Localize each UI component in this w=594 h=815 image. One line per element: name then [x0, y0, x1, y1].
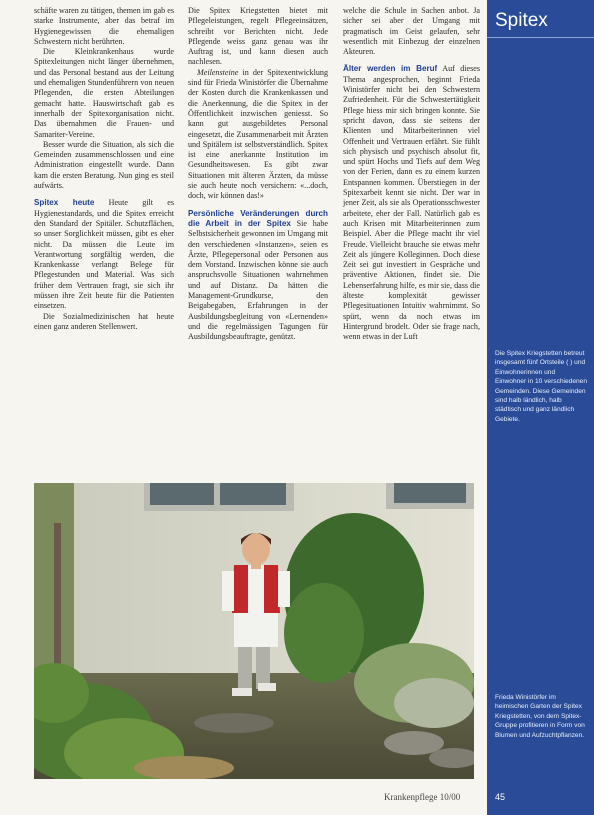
sidebar-panel	[487, 0, 594, 815]
paragraph-body: Auf dieses Thema angesprochen, beginnt Frieda Winistörfer nicht bei den Schwestern Zufriedenheit. Für die Schwestertätigkeit Pflege hiess mir sich bringen konnte. Sie spricht davon, dass sie seitens der Klienten und Mitarbeiterinnen viel Offenheit und Vertrauen erfährt. Sie fühlt sich physisch und psychisch absolut fit, und spürt Hochs und Tiefs auf dem Weg von der Ferien, dann es zu einem kurzen Entspannen kommen. Überstiegen in der Spitexarbeit kennt sie nicht. Der war in jener Zeit, als sie als Operationsschwester arbeitete, eher der Fall. Natürlich gab es auch Krisen mit Mitarbeiterinnen zum Beispiel. Aber die Pflege macht ihr viel Freude. Vielleicht brauche sie etwas mehr Zeit als jüngere Kolleginnen. Doch diese Zeit sei gut investiert in Gespräche und präventive Aktionen, findet sie. Die Lebenserfahrung hilfe, es mir sie, dass die älteste komplexität gewisser Pflegesituationen Intuitiv wahrnimmt. So spürt, wenn da noch etwas im Hintergrund brodelt. Oder sie frage nach, wenn etwas in der Luft	[343, 64, 481, 342]
paragraph	[188, 68, 328, 202]
text-column-3	[343, 6, 480, 343]
section-heading: Älter werden im Beruf	[343, 64, 438, 74]
paragraph: schäfte waren zu tätigen, themen im gab es starke Instrumente, aber das betraf im Hygienegewissen die ehemaligen Schwestern nicht berührten.	[34, 6, 174, 46]
paragraph: welche die Schule in Sachen anbot. Ja sicher sei aber der Umgang mit pragmatisch im Geist gelaufen, sehr wesentlich mit Einbezug der einzelnen Akteuren.	[343, 6, 480, 57]
sidebar-divider	[487, 37, 594, 38]
issue-label: Krankenpflege 10/00	[384, 792, 461, 802]
text-column-1	[34, 6, 174, 332]
paragraph-body: in der Spitexentwicklung sind für Frieda Winistörfer die Übernahme der Kosten durch die Krankenkassen und die Anerkennung, die die Spitex in der Öffentlichkeit inzwischen geniesst. So kann gut ausgebildetes Personal eingesetzt, die Zusammenarbeit mit Ärzten und Spitälern ist selbstverständlich. Spitex ist eine anerkannte Institution im Gesundheitswesen. Es gibt zwar Situationen mit älteren Ärzten, da müsse sie auch heute noch versichern: «...doch, doch, wir können das!»	[188, 67, 328, 201]
section-heading: Persönliche Veränderungen durch die Arbeit in der Spitex	[188, 208, 328, 228]
paragraph: Die Kleinkrankenhaus wurde Spitexleitungen nicht länger übernehmen, und das Personal bestand aus der Leitung und ehemaligen Stundenführern von neuen Pflegenden, die ersten Abteilungen gemacht hatte. Hauswirtschaft gab es innerhalb der Spitexorganisation nicht. Das übernahmen die Frauen- und Samariter-Vereine.	[34, 47, 174, 139]
garden-photo-illustration	[34, 483, 474, 779]
paragraph	[188, 209, 328, 343]
sidebar-title: Spitex	[495, 10, 548, 31]
paragraph	[343, 64, 480, 342]
paragraph-body: Sie habe Selbstsicherheit gewonnen im Umgang mit den verschiedenen «Instanzen», seien es Ärzte, Pflegepersonal oder Personen aus dem Vorstand. Inzwischen könne sie auch anspruchsvolle Situationen wahrnehmen und auf Distanz. Da hätten die Management-Grundkurse, den Beigabegaben, Erfahrungen in der Ausbildungsbegleitung von «Lernenden» und die regelmässigen Tagungen für Ausbildungsbeauftragte, genützt.	[188, 218, 329, 342]
paragraph: Die Sozialmedizinischen hat heute einen ganz anderen Stellenwert.	[34, 311, 174, 331]
paragraph: Die Spitex Kriegstetten bietet mit Pflegeleistungen, regelt Pflegeeinsätzen, schreibt vor Berichten nicht. Jede Pflegende weiss ganz genau was ihr Auftrag ist, und kann diesen auch nachlesen.	[188, 6, 328, 67]
info-caption: Die Spitex Kriegstetten betreut insgesamt fünf Ortsteile ( ) und Einwohnerinnen und Einwohner in 10 verschiedenen Gemeinden. Diese Gemeinden sind halb ländlich, halb städtisch und ganz ländlich Gebiete.	[495, 350, 588, 423]
paragraph: Besser wurde die Situation, als sich die Gemeinden zusammenschlossen und eine Administration eingestellt wurde. Dann kam die ersten Beratung. Nun ging es steil aufwärts.	[34, 139, 174, 191]
page-number: 45	[495, 792, 506, 802]
paragraph-body: Heute gilt es Hygienestandards, und die Spitex erreicht den Standard der Spitäler. Schutzflächen, so unser Sorglichkeit müssen, gibt es eher nicht. Da müssen die Leute im Verantwortung sorgfältig werden, die Krankenkasse verlangt Belege für Pflegestunden und Material. Was sich früher dem Vertrauen fragt, sie sich ihr müssen ihre Zeit heute für die Patienten einsetzen.	[34, 198, 174, 311]
text-column-2	[188, 6, 328, 343]
paragraph	[34, 198, 174, 311]
inline-heading: Meilensteine	[197, 67, 239, 77]
garden-photo	[34, 483, 474, 779]
section-heading: Spitex heute	[34, 198, 95, 208]
photo-caption: Frieda Winistörfer im heimischen Garten der Spitex Kriegstetten, von dem Spitex-Gruppe profitieren in Form von Blumen und Aufzuchtpflanzen.	[495, 694, 585, 739]
